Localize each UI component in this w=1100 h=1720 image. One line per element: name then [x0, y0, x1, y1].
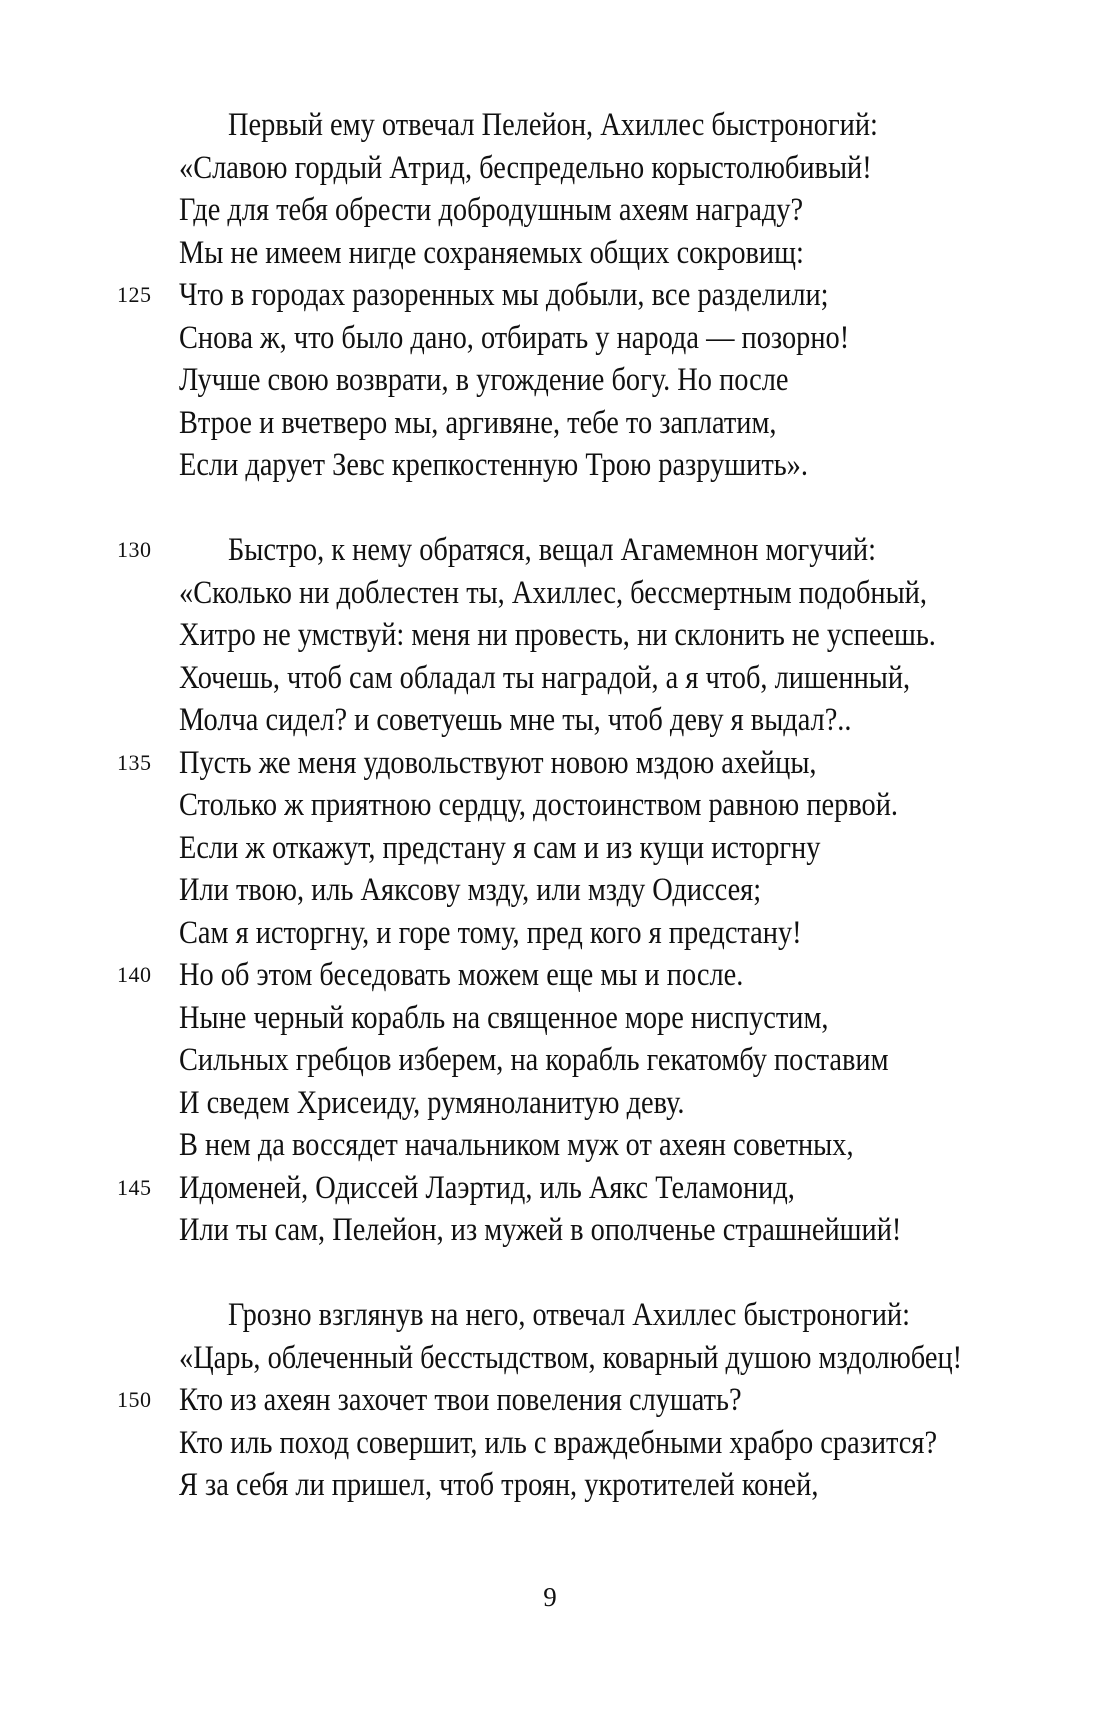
verse-line	[0, 147, 1100, 190]
verse-text: Пусть же меня удовольствуют новою мздою ахейцы,	[179, 744, 817, 781]
verse-line	[0, 1337, 1100, 1380]
verse-line	[0, 1379, 1100, 1422]
line-number: 145	[117, 1174, 152, 1200]
verse-line	[0, 827, 1100, 870]
verse-text: В нем да воссядет начальником муж от ахеян советных,	[179, 1127, 854, 1163]
verse-line	[0, 189, 1100, 232]
verse-line	[0, 1209, 1100, 1252]
verse-line	[0, 1039, 1100, 1082]
line-number: 140	[117, 962, 152, 987]
verse-line	[0, 232, 1100, 275]
verse-text: Идоменей, Одиссей Лаэртид, иль Аякс Теламонид,	[179, 1169, 795, 1206]
verse-line	[0, 402, 1100, 445]
verse-line	[0, 572, 1100, 615]
verse-text: Я за себя ли пришел, чтоб троян, укротителей коней,	[179, 1467, 819, 1503]
verse-text: Сильных гребцов изберем, на корабль гекатомбу поставим	[179, 1042, 889, 1078]
line-number: 135	[117, 749, 152, 775]
poem-text	[0, 104, 1100, 1507]
verse-line	[0, 104, 1100, 147]
verse-text: Быстро, к нему обратяся, вещал Агамемнон могучий:	[228, 532, 877, 568]
verse-text: Снова ж, что было дано, отбирать у народа — позорно!	[179, 319, 850, 356]
verse-text: «Славою гордый Атрид, беспредельно корыстолюбивый!	[179, 149, 872, 186]
verse-text: Ныне черный корабль на священное море ниспустим,	[179, 999, 829, 1036]
verse-line	[0, 1167, 1100, 1210]
stanza-break	[0, 487, 1100, 530]
verse-line	[0, 444, 1100, 487]
verse-text: Лучше свою возврати, в угождение богу. Но после	[179, 362, 789, 398]
verse-line	[0, 742, 1100, 785]
verse-line	[0, 699, 1100, 742]
verse-line	[0, 1464, 1100, 1507]
verse-text: Хочешь, чтоб сам обладал ты наградой, а я чтоб, лишенный,	[179, 659, 911, 696]
verse-text: Втрое и вчетверо мы, аргивяне, тебе то заплатим,	[179, 404, 777, 441]
verse-text: Сам я исторгну, и горе тому, пред кого я предстану!	[179, 914, 802, 951]
verse-text: «Царь, облеченный бесстыдством, коварный душою мздолюбец!	[179, 1339, 963, 1376]
verse-line	[0, 1082, 1100, 1125]
verse-text: Но об этом беседовать можем еще мы и после.	[179, 957, 744, 993]
verse-text: Или ты сам, Пелейон, из мужей в ополченье страшнейший!	[179, 1212, 902, 1248]
verse-text: Что в городах разоренных мы добыли, все разделили;	[179, 277, 829, 313]
verse-line	[0, 274, 1100, 317]
verse-line	[0, 912, 1100, 955]
verse-text: Если ж откажут, предстану я сам и из кущи исторгну	[179, 829, 821, 866]
verse-line	[0, 784, 1100, 827]
verse-line	[0, 657, 1100, 700]
verse-line	[0, 614, 1100, 657]
verse-text: Кто из ахеян захочет твои повеления слушать?	[179, 1382, 742, 1418]
verse-text: Кто иль поход совершит, иль с враждебными храбро сразится?	[179, 1424, 938, 1461]
verse-line	[0, 317, 1100, 360]
line-number: 150	[117, 1387, 152, 1412]
line-number: 125	[117, 282, 152, 307]
verse-line	[0, 1422, 1100, 1465]
verse-text: Молча сидел? и советуешь мне ты, чтоб деву я выдал?..	[179, 702, 852, 738]
verse-text: Хитро не умствуй: меня ни провесть, ни склонить не успеешь.	[179, 617, 936, 653]
verse-text: «Сколько ни доблестен ты, Ахиллес, бессмертным подобный,	[179, 574, 927, 611]
verse-line	[0, 954, 1100, 997]
verse-line	[0, 529, 1100, 572]
verse-text: Первый ему отвечал Пелейон, Ахиллес быстроногий:	[228, 107, 878, 143]
verse-text: Если дарует Зевс крепкостенную Трою разрушить».	[179, 447, 808, 483]
line-number: 130	[117, 537, 152, 562]
verse-line	[0, 359, 1100, 402]
verse-text: Грозно взглянув на него, отвечал Ахиллес быстроногий:	[228, 1297, 910, 1333]
verse-text: Столько ж приятною сердцу, достоинством равною первой.	[179, 787, 899, 823]
verse-text: Мы не имеем нигде сохраняемых общих сокровищ:	[179, 234, 804, 271]
verse-line	[0, 1124, 1100, 1167]
page-number: 9	[543, 1582, 557, 1612]
stanza-break	[0, 1252, 1100, 1295]
verse-text: Где для тебя обрести добродушным ахеям награду?	[179, 192, 804, 228]
verse-line	[0, 997, 1100, 1040]
verse-text: Или твою, иль Аяксову мзду, или мзду Одиссея;	[179, 872, 762, 908]
verse-line	[0, 869, 1100, 912]
verse-line	[0, 1294, 1100, 1337]
verse-text: И сведем Хрисеиду, румяноланитую деву.	[179, 1084, 685, 1121]
